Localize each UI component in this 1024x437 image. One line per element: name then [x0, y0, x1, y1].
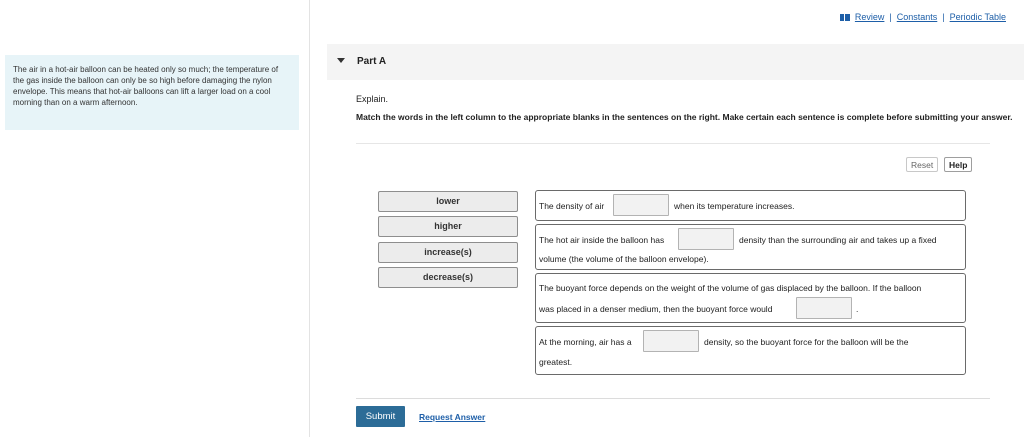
sentence-text: The hot air inside the balloon has [539, 235, 665, 245]
part-header[interactable] [327, 44, 1024, 80]
word-tile-higher[interactable]: higher [378, 216, 518, 237]
book-icon [840, 14, 850, 21]
sentence-4 [535, 326, 966, 375]
submit-button[interactable]: Submit [356, 406, 405, 427]
review-link[interactable]: Review [854, 12, 885, 22]
explain-text: Explain. [356, 94, 389, 104]
sentence-text: greatest. [539, 357, 573, 367]
instructions-text: Match the words in the left column to the appropriate blanks in the sentences on the right. Make certain each sentence is complete before submitting your answer. [356, 112, 1013, 122]
sentence-text: was placed in a denser medium, then the buoyant force would [539, 304, 773, 314]
problem-intro: The air in a hot-air balloon can be heated only so much; the temperature of the gas inside the balloon can only be so high before damaging the nylon envelope. This means that hot-air balloons can lift a larger load on a cool morning than on a warm afternoon. [5, 55, 299, 130]
sentence-text: volume (the volume of the balloon envelope). [539, 254, 709, 264]
sentence-2 [535, 224, 966, 270]
sentence-1 [535, 190, 966, 221]
word-tile-lower[interactable]: lower [378, 191, 518, 212]
word-tile-decreases[interactable]: decrease(s) [378, 267, 518, 288]
constants-link[interactable]: Constants [896, 12, 938, 22]
sentence-text: The buoyant force depends on the weight of the volume of gas displaced by the balloon. If the balloon [539, 283, 922, 293]
part-title: Part A [357, 56, 387, 67]
reset-button[interactable]: Reset [906, 157, 938, 172]
help-button[interactable]: Help [944, 157, 972, 172]
sentence-3 [535, 273, 966, 323]
drop-blank-4[interactable] [643, 330, 699, 352]
request-answer-link[interactable]: Request Answer [419, 412, 486, 422]
sentence-text: . [856, 304, 859, 314]
drop-blank-2[interactable] [678, 228, 734, 250]
sentence-text: density, so the buoyant force for the balloon will be the [704, 337, 909, 347]
divider [356, 398, 990, 399]
divider [356, 143, 990, 144]
sentence-text: At the morning, air has a [539, 337, 632, 347]
caret-down-icon[interactable] [337, 58, 345, 63]
left-panel [0, 0, 310, 437]
separator: | [889, 12, 892, 22]
top-links [840, 12, 1006, 22]
word-tile-increases[interactable]: increase(s) [378, 242, 518, 263]
drop-blank-3[interactable] [796, 297, 852, 319]
periodic-table-link[interactable]: Periodic Table [949, 12, 1006, 22]
sentence-text: when its temperature increases. [674, 201, 795, 211]
drop-blank-1[interactable] [613, 194, 669, 216]
separator: | [942, 12, 945, 22]
sentence-text: density than the surrounding air and takes up a fixed [739, 235, 937, 245]
sentence-text: The density of air [539, 201, 605, 211]
